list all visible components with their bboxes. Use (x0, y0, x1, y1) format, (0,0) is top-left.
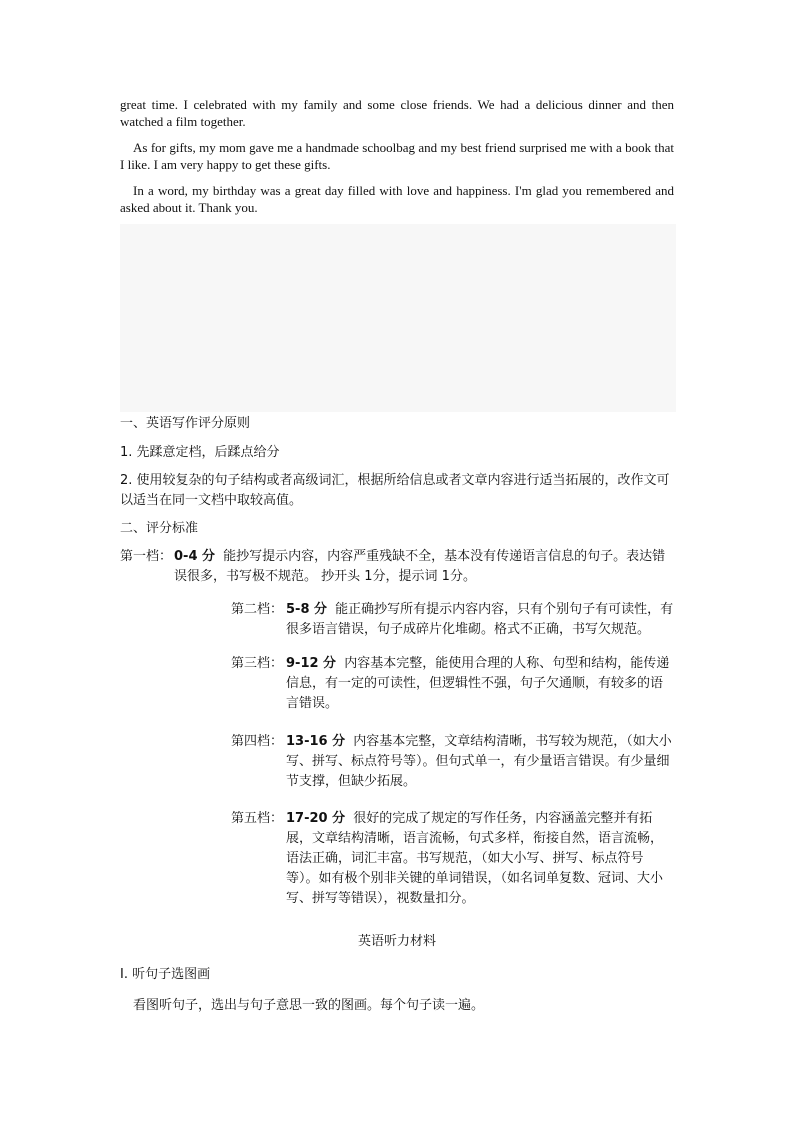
level-text: 很好的完成了规定的写作任务，内容涵盖完整并有拓展，文章结构清晰，语言流畅，句式多样，衔接自然，语言流畅，语法正确，词汇丰富。书写规范，（如大小写、拼写、标点符号等）。如有极个别非关键的单词错误，（如名词单复数、冠词、大小写、拼写等错误），视数量扣分。 (286, 811, 664, 906)
level-label: 第四档： (231, 734, 284, 749)
level-text: 内容基本完整，文章结构清晰，书写较为规范，（如大小写、拼写、标点符号等）。但句式单一，有少量语言错误。有少量细节支撑，但缺少拓展。 (286, 734, 672, 789)
blank-image-area (120, 224, 676, 412)
criteria-level-4 (231, 732, 675, 792)
level-label: 第三档： (231, 656, 284, 671)
level-label: 第二档： (231, 602, 284, 617)
level-text: 内容基本完整，能使用合理的人称、句型和结构，能传递信息，有一定的可读性，但逻辑性不强，句子欠通顺，有较多的语言错误。 (286, 656, 670, 711)
criteria-level-5 (231, 809, 675, 909)
level-score: 13-16 分 (286, 734, 346, 749)
level-score: 9-12 分 (286, 656, 337, 671)
level-text: 能正确抄写所有提示内容内容，只有个别句子有可读性，有很多语言错误，句子成碎片化堆砌。格式不正确，书写欠规范。 (286, 602, 674, 637)
criteria-title: 二、评分标准 (120, 521, 199, 536)
level-score: 5-8 分 (286, 602, 328, 617)
level-score: 17-20 分 (286, 811, 346, 826)
principles-item-2: 2. 使用较复杂的句子结构或者高级词汇，根据所给信息或者文章内容进行适当拓展的，改作文可以适当在同一文档中取较高值。 (120, 473, 670, 508)
listening-section-1-instruction: 看图听句子，选出与句子意思一致的图画。每个句子读一遍。 (133, 998, 485, 1013)
principles-item-1: 1. 先蹂意定档，后蹂点给分 (120, 445, 280, 460)
letter-paragraph-2: As for gifts, my mom gave me a handmade schoolbag and my best friend surprised me with a book that I like. I am very happy to get these gifts. (120, 140, 674, 172)
level-score: 0-4 分 (174, 549, 216, 564)
level-text: 能抄写提示内容，内容严重残缺不全，基本没有传递语言信息的句子。表达错误很多，书写极不规范。 抄开头 1分，提示词 1分。 (174, 549, 666, 584)
letter-paragraph-3: In a word, my birthday was a great day filled with love and happiness. I'm glad you remembered and asked about it. Thank you. (120, 183, 674, 215)
listening-title: 英语听力材料 (357, 934, 436, 949)
level-label: 第五档： (231, 811, 284, 826)
criteria-level-1 (120, 547, 675, 587)
listening-section-1-title: I. 听句子选图画 (120, 967, 211, 982)
criteria-level-2 (231, 600, 675, 640)
level-label: 第一档： (120, 549, 173, 564)
criteria-level-3 (231, 654, 675, 714)
letter-paragraph-1: great time. I celebrated with my family and some close friends. We had a delicious dinner and then watched a film together. (120, 97, 674, 129)
principles-title: 一、英语写作评分原则 (120, 416, 251, 431)
